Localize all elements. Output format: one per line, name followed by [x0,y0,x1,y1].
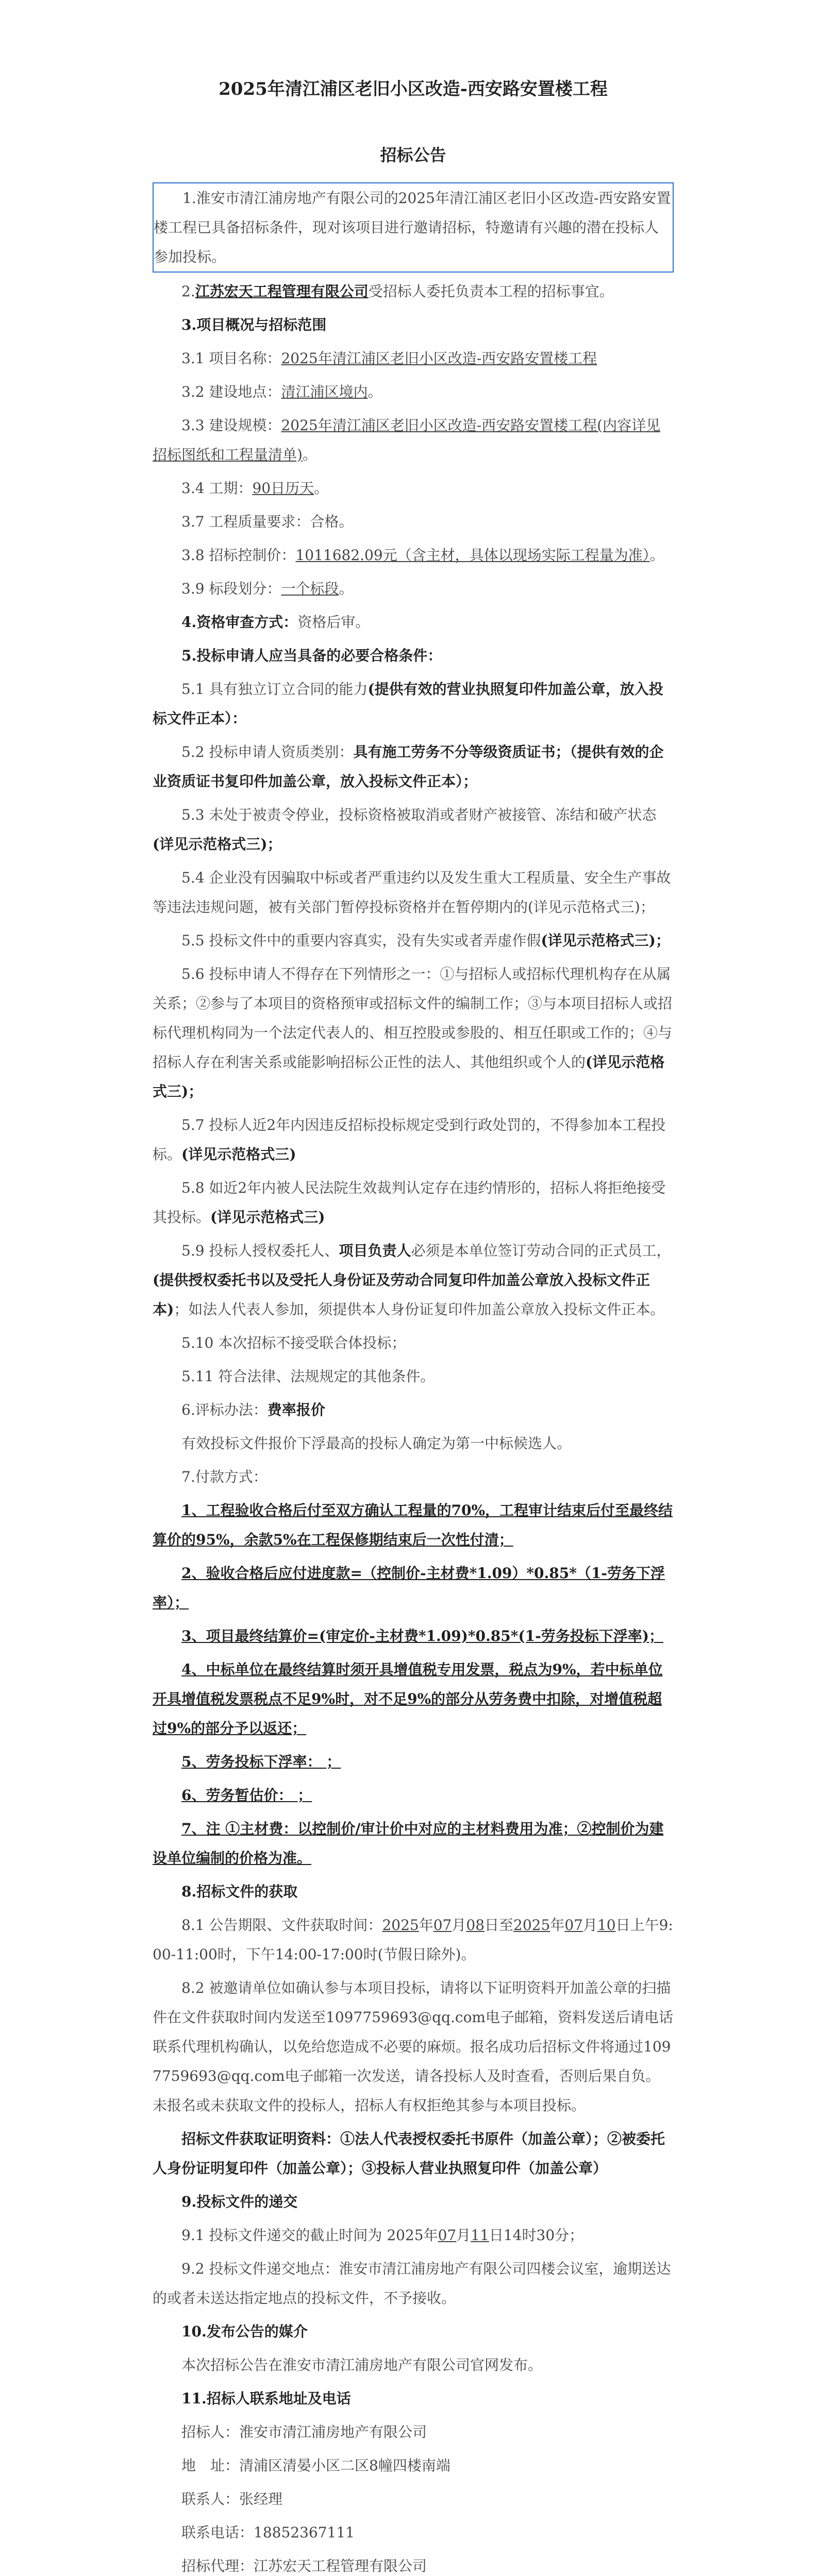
item-9-2: 9.2 投标文件递交地点：淮安市清江浦房地产有限公司四楼会议室，逾期送达的或者未送达指定地点的投标文件，不予接收。 [153,2260,671,2307]
section-7-heading: 7.付款方式： [181,1468,268,1485]
section-9-heading: 9.投标文件的递交 [181,2193,298,2210]
item-3-7-label: 3.7 工程质量要求： [181,513,310,530]
item-3-7 [153,507,674,536]
item-8-1-t2: 月 [452,1917,466,1934]
payment-item-3: 3、项目最终结算价=(审定价-主材费*1.09)*0.85*(1-劳务投标下浮率)； [181,1628,663,1645]
section-4 [153,607,674,637]
contact-tenderer-address: 地 址：清浦区清晏小区二区8幢四楼南端 [181,2457,450,2474]
contact-tenderer-person: 联系人：张经理 [181,2490,283,2507]
contact-tenderer-phone: 联系电话：18852367111 [181,2524,355,2541]
item-3-4-label: 3.4 工期： [181,480,253,497]
item-5-6 [153,959,674,1106]
item-8-1-label: 8.1 公告期限、文件获取时间： [181,1917,382,1934]
project-duration: 90日历天 [252,480,314,497]
item-5-7-text: 5.7 投标人近2年内因违反招标投标规定受到行政处罚的，不得参加本工程投标。 [153,1116,666,1163]
item-3-1 [153,344,674,373]
item-8-1-t3: 日至 [485,1917,514,1934]
start-day: 08 [466,1917,485,1934]
item-3-3 [153,411,674,469]
item-3-1-label: 3.1 项目名称： [181,350,281,367]
document-body [153,168,674,2576]
section-11-heading: 11.招标人联系地址及电话 [181,2390,351,2407]
contact-tenderer: 招标人：淮安市清江浦房地产有限公司 [181,2424,427,2441]
item-5-11: 5.11 符合法律、法规规定的其他条件。 [181,1368,435,1385]
end-day: 10 [597,1917,616,1934]
labor-estimate-blank: ； [292,1787,312,1804]
qualification-method: 资格后审 [297,614,356,631]
section-4-heading: 4.资格审查方式： [181,614,298,631]
start-month: 07 [433,1917,452,1934]
item-5-9-text-c: ；如法人代表人参加，须提供本人身份证复印件加盖公章放入投标文件正本。 [174,1301,665,1318]
section-5-heading: 5.投标申请人应当具备的必要合格条件： [181,647,442,664]
paragraph-2-rest: 受招标人委托负责本工程的招标事宜。 [368,283,614,300]
item-8-2: 8.2 被邀请单位如确认参与本项目投标，请将以下证明资料开加盖公章的扫描件在文件获取时间内发送至1097759693@qq.com电子邮箱，资料发送后请电话联系代理机构确认，以免给您造成不必要的麻烦。报名成功后招标文件将通过1097759693@qq.com电子邮箱一次发送，请各投标人及时查看，否则后果自负。未报名或未获取文件的投标人，招标人有权拒绝其参与本项目投标。 [153,1979,673,2114]
project-name: 2025年清江浦区老旧小区改造-西安路安置楼工程 [281,350,597,367]
labor-discount-label: 5、劳务投标下浮率： [181,1753,322,1770]
section-8-heading: 8.招标文件的获取 [181,1883,298,1900]
item-3-8-tail: 。 [649,547,664,564]
item-5-6-bold: (详见示范格式三)； [153,1054,665,1100]
item-3-9-tail: 。 [339,580,354,597]
item-5-5-text: 5.5 投标文件中的重要内容真实，没有失实或者弄虚作假 [181,932,541,949]
section-6-heading [153,1395,674,1425]
item-5-8-bold: (详见示范格式三) [210,1209,325,1226]
item-5-3-bold: (详见示范格式三)； [153,836,282,853]
start-year: 2025 [382,1917,419,1934]
section-10-heading: 10.发布公告的媒介 [181,2323,308,2340]
item-5-1-text: 5.1 具有独立订立合同的能力 [181,681,368,698]
paragraph-2 [153,277,674,306]
item-5-9-bold-b: (提供授权委托书以及受托人身份证及劳动合同复印件加盖公章放入投标文件正本) [153,1272,650,1318]
item-3-4-tail: 。 [314,480,329,497]
payment-item-6 [153,1781,674,1810]
deadline-day: 11 [471,2227,489,2244]
item-5-9-text-a: 5.9 投标人授权委托人、 [181,1242,339,1259]
item-3-4 [153,473,674,503]
item-3-2 [153,377,674,406]
item-5-8 [153,1173,674,1232]
item-5-9 [153,1236,674,1324]
payment-item-5 [153,1747,674,1776]
item-5-9-bold-a: 项目负责人 [339,1242,411,1259]
item-3-8 [153,540,674,570]
section-6-label: 6.评标办法： [181,1401,268,1418]
project-location: 清江浦区境内 [281,383,368,400]
item-3-3-label: 3.3 建设规模： [181,417,281,434]
item-3-3-tail: 。 [302,446,317,463]
item-3-8-label: 3.8 招标控制价： [181,547,296,564]
item-5-10: 5.10 本次招标不接受联合体投标； [181,1334,406,1351]
document-title: 2025年清江浦区老旧小区改造-西安路安置楼工程 [219,79,608,99]
item-5-1 [153,674,674,733]
payment-item-1: 1、工程验收合格后付至双方确认工程量的70%，工程审计结束后付至最终结算价的95%，余款5%在工程保修期结束后一次性付清； [153,1502,673,1548]
item-9-1 [153,2221,674,2250]
item-3-9 [153,574,674,603]
end-month: 07 [564,1917,583,1934]
item-5-7 [153,1110,674,1169]
item-8-1-t4: 年 [550,1917,565,1934]
control-price: 1011682.09元（含主材，具体以现场实际工程量为准） [295,547,650,564]
item-8-1-t6: 日上午9:00-11:00时，下午14:00-17:00时(节假日除外)。 [153,1917,673,1963]
item-5-2-text: 5.2 投标申请人资质类别： [181,743,354,760]
end-year: 2025 [513,1917,550,1934]
item-8-1 [153,1910,674,1969]
labor-discount-blank: ； [321,1753,341,1770]
payment-item-2: 2、验收合格后应付进度款=（控制价-主材费*1.09）*0.85*（1-劳务下浮率）； [153,1565,665,1611]
item-8-1-t5: 月 [582,1917,597,1934]
item-5-3-text: 5.3 未处于被责令停业，投标资格被取消或者财产被接管、冻结和破产状态 [181,806,657,823]
item-3-7-tail: 。 [339,513,354,530]
quality-requirement: 合格 [310,513,339,530]
contact-agency: 招标代理：江苏宏天工程管理有限公司 [181,2557,427,2574]
labor-estimate-label: 6、劳务暂估价： [181,1787,293,1804]
project-scale: 2025年清江浦区老旧小区改造-西安路安置楼工程(内容详见招标图纸和工程量清单) [153,417,661,463]
item-5-3 [153,800,674,859]
deadline-month: 07 [438,2227,457,2244]
paragraph-1 [153,182,674,273]
item-3-2-tail: 。 [368,383,382,400]
item-5-7-bold: (详见示范格式三) [181,1146,296,1163]
agency-name: 江苏宏天工程管理有限公司 [195,283,369,300]
item-8-1-t1: 年 [419,1917,433,1934]
item-5-6-text: 5.6 投标申请人不得存在下列情形之一：①与招标人或招标代理机构存在从属关系；②参与了本项目的资格预审或招标文件的编制工作；③与本项目招标人或招标代理机构同为一个法定代表人的、相互控股或参股的、相互任职或工作的；④与招标人存在利害关系或能影响招标公正性的法人、其他组织或个人的 [153,965,673,1071]
item-5-5-bold: (详见示范格式三)； [541,932,670,949]
section-division: 一个标段 [281,580,339,597]
item-3-9-label: 3.9 标段划分： [181,580,281,597]
section-3-heading: 3.项目概况与招标范围 [181,316,327,333]
item-5-2 [153,737,674,796]
paragraph-2-prefix: 2. [181,283,195,300]
item-9-1-t: 月 [456,2227,471,2244]
item-5-8-text: 5.8 如近2年内被人民法院生效裁判认定存在违约情形的，招标人将拒绝接受其投标。 [153,1179,666,1226]
section-10-text: 本次招标公告在淮安市清江浦房地产有限公司官网发布。 [181,2357,543,2374]
item-5-2-bold: 具有施工劳务不分等级资质证书；（提供有效的企业资质证书复印件加盖公章，放入投标文件正本）； [153,743,664,790]
item-5-5 [153,926,674,955]
item-9-1-tail: 日14时30分； [489,2227,584,2244]
item-8-3: 招标文件获取证明资料：①法人代表授权委托书原件（加盖公章）；②被委托人身份证明复印件（加盖公章）；③投标人营业执照复印件（加盖公章） [153,2130,665,2177]
section-4-tail: 。 [355,614,370,631]
item-3-2-label: 3.2 建设地点： [181,383,281,400]
payment-item-7: 7、注 ①主材费：以控制价/审计价中对应的主材料费用为准；②控制价为建设单位编制的价格为准。 [153,1820,664,1867]
section-6-text: 有效投标文件报价下浮最高的投标人确定为第一中标候选人。 [181,1435,572,1452]
document-subtitle: 招标公告 [380,145,446,165]
item-5-9-text-b: 必须是本单位签订劳动合同的正式员工， [411,1242,671,1259]
item-5-1-bold: (提供有效的营业执照复印件加盖公章，放入投标文件正本）： [153,681,663,727]
paragraph-1-text: 1.淮安市清江浦房地产有限公司的2025年清江浦区老旧小区改造-西安路安置楼工程已具备招标条件，现对该项目进行邀请招标，特邀请有兴趣的潜在投标人参加投标。 [154,190,671,265]
item-9-1-label: 9.1 投标文件递交的截止时间为 2025年 [181,2227,438,2244]
item-5-4: 5.4 企业没有因骗取中标或者严重违约以及发生重大工程质量、安全生产事故等违法违规问题，被有关部门暂停投标资格并在暂停期内的(详见示范格式三)； [153,869,671,916]
payment-item-4: 4、中标单位在最终结算时须开具增值税专用发票，税点为9%，若中标单位开具增值税发票税点不足9%时，对不足9%的部分从劳务费中扣除，对增值税超过9%的部分予以返还； [153,1661,663,1737]
evaluation-method: 费率报价 [267,1401,325,1418]
